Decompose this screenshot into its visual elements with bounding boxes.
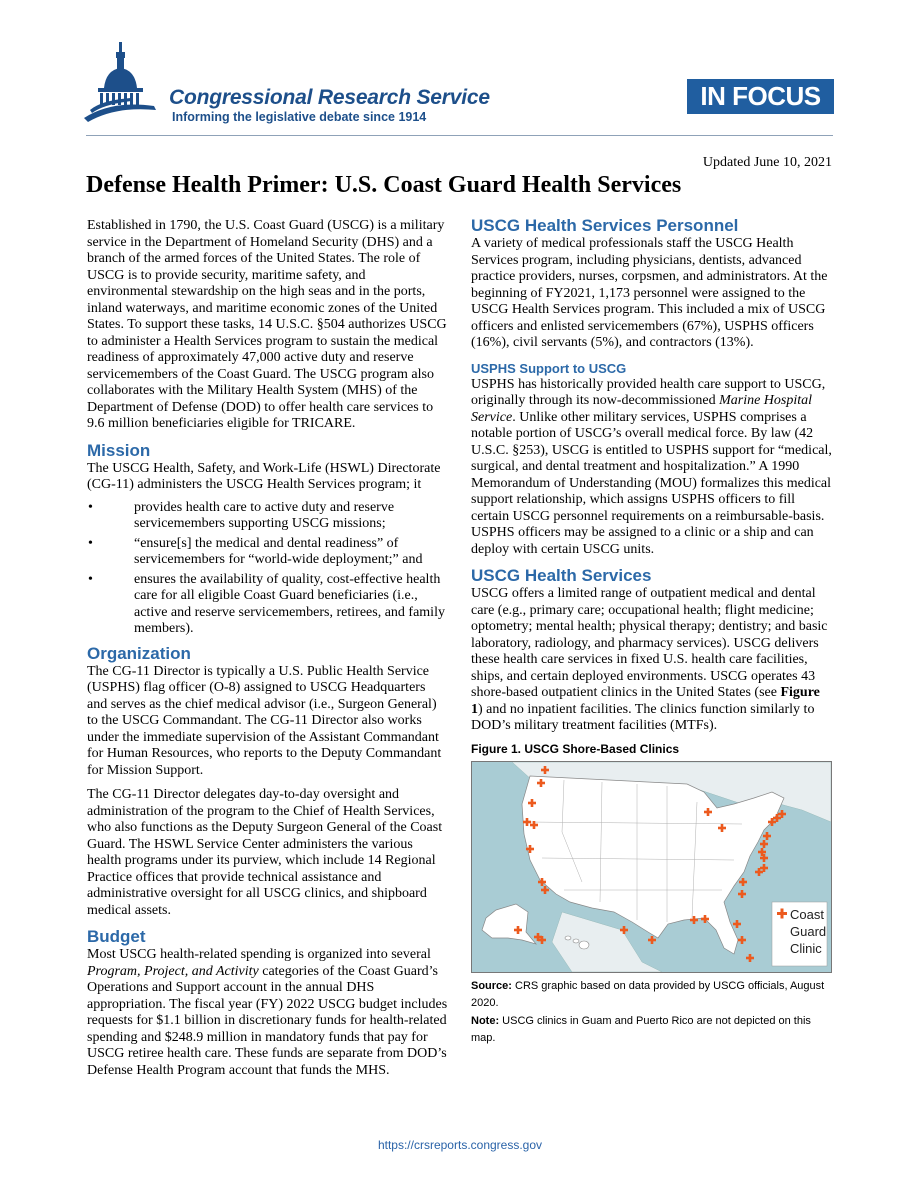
figure-title: Figure 1. USCG Shore-Based Clinics bbox=[471, 741, 680, 756]
figure-source bbox=[471, 978, 834, 1012]
budget-text-end: categories of the Coast Guard’s Operations and Support account in the annual DHS appropriation. The fiscal year (FY) 2022 USCG budget includes requests for $1.1 billion in discretionary funds for health-related spending and $248.9 million in mandatory funds that pay for USCG retiree health care. These funds are separate from DOD’s Defense Health Program account that funds the MHS. bbox=[87, 963, 448, 1078]
note-text: USCG clinics in Guam and Puerto Rico are not depicted on this map. bbox=[471, 1015, 811, 1044]
mission-heading: Mission bbox=[87, 440, 151, 460]
right-column bbox=[471, 216, 834, 1047]
note-label: Note: bbox=[471, 1015, 500, 1027]
legend-label-line-3: Clinic bbox=[790, 941, 822, 956]
figure-note bbox=[471, 1013, 834, 1047]
bullet-text: ensures the availability of quality, cost-effective health care for all eligible Coast Guard beneficiaries (i.e., active and reserve servicemembers, retirees, and family members). bbox=[134, 571, 445, 636]
list-item: • ensures the availability of quality, cost-effective health care for all eligible Coast Guard beneficiaries (i.e., active and reserve servicemembers, retirees, and family members). bbox=[88, 571, 445, 636]
services-paragraph bbox=[471, 586, 834, 735]
left-column bbox=[87, 218, 449, 1087]
services-text-start: USCG offers a limited range of outpatient medical and dental care (e.g., primary care; occupational health; flight medicine; optometry; mental health; physical therapy; dentistry; and basic laboratory, radiology, and pharmacy services). USCG delivers these health care services in fixed U.S. health care facilities, ships, and certain deployed environments. USCG operates 43 shore-based outpatient clinics in the United States (see bbox=[471, 586, 828, 700]
usphs-text-italic: Marine Hospital Service bbox=[471, 393, 813, 425]
budget-paragraph bbox=[87, 947, 449, 1079]
organization-name: Congressional Research Service bbox=[169, 86, 490, 109]
personnel-heading: USCG Health Services Personnel bbox=[471, 216, 739, 235]
services-heading: USCG Health Services bbox=[471, 566, 652, 585]
mission-paragraph: The USCG Health, Safety, and Work-Life (HSWL) Directorate (CG-11) administers the USCG Health Services program; it bbox=[87, 460, 441, 492]
budget-text-italic: Program, Project, and Activity bbox=[87, 963, 259, 979]
personnel-paragraph: A variety of medical professionals staff the USCG Health Services program, including physicians, dentists, advanced practice providers, nurses, corpsmen, and administrators. At the beginning of FY2021, 1,173 personnel were assigned to the USCG Health Services program. This included a mix of USCG officers and enlisted servicemembers (67%), USPHS officers (16%), civil servants (5%), and contractors (13%). bbox=[471, 236, 828, 350]
legend-label-line-1: Coast bbox=[790, 907, 824, 922]
usphs-text-start: USPHS has historically provided health care support to USCG, originally through its now-decommissioned bbox=[471, 376, 826, 408]
list-item: • provides health care to active duty and reserve servicemembers supporting USCG missions; bbox=[88, 499, 395, 531]
page-title: Defense Health Primer: U.S. Coast Guard Health Services bbox=[86, 172, 682, 198]
organization-paragraph-2: The CG-11 Director delegates day-to-day oversight and administration of the program to the Chief of Health Services, who also functions as the Deputy Surgeon General of the Coast Guard. The HSWL Service Center administers the various health programs under its purview, which include 14 Regional Practice offices that provide technical assistance and administrative oversight for all USCG clinics, and shipboard medical assets. bbox=[87, 787, 443, 918]
services-text-end: ) and no inpatient facilities. The clinics function similarly to DOD’s military treatment facilities (MTFs). bbox=[471, 701, 815, 733]
organization-heading: Organization bbox=[87, 643, 191, 663]
usphs-paragraph bbox=[471, 377, 834, 559]
usphs-text-end: . Unlike other military services, USPHS comprises a notable portion of USCG’s overall medical force. By law (42 U.S.C. §253), USCG is entitled to USPHS support for “medical, surgical, and dental treatment and hospitalization.” A 1990 Memorandum of Understanding (MOU) formalizes this medical support relationship, which assigns USPHS officers to fill certain USCG personnel requirements on a reimbursable-basis. USPHS officers may be assigned to a clinic or a ship and can deploy with certain USCG units. bbox=[471, 409, 832, 557]
source-label: Source: bbox=[471, 980, 512, 992]
source-text: CRS graphic based on data provided by USCG officials, August 2020. bbox=[471, 980, 825, 1009]
bullet-text: provides health care to active duty and reserve servicemembers supporting USCG missions; bbox=[134, 499, 395, 531]
list-item: • “ensure[s] the medical and dental readiness” of servicemembers for “world-wide deployment;” and bbox=[88, 535, 423, 567]
mission-bullet-list bbox=[87, 500, 449, 638]
footer-url-link[interactable]: https://crsreports.congress.gov bbox=[377, 1138, 543, 1152]
crs-capitol-logo-icon bbox=[82, 40, 172, 132]
figure-reference: Figure 1 bbox=[471, 685, 820, 717]
bullet-text: “ensure[s] the medical and dental readiness” of servicemembers for “world-wide deployment;” and bbox=[134, 535, 423, 567]
budget-text-start: Most USCG health-related spending is organized into several bbox=[87, 947, 431, 962]
organization-paragraph-1: The CG-11 Director is typically a U.S. Public Health Service (USPHS) flag officer (O-8) assigned to USCG Headquarters and serves as the chief medical advisor (i.e., Surgeon General) to the USCG Commandant. The CG-11 Director also works under the immediate supervision of the Assistant Commandant for Human Resources, who reports to the Deputy Commandant for Mission Support. bbox=[87, 663, 442, 778]
updated-date: Updated June 10, 2021 bbox=[702, 155, 832, 170]
intro-paragraph: Established in 1790, the U.S. Coast Guard (USCG) is a military service in the Department of Homeland Security (DHS) and a branch of the armed forces of the United States. The role of USCG is to provide security, maritime safety, and environmental stewardship on the high seas and in the ports, inland waterways, and maritime economic zones of the United States. To support these tasks, 14 U.S.C. §504 authorizes USCG to administer a Health Services program to sustain the medical readiness of approximately 47,000 active duty and reserve servicemembers of the Coast Guard. The USCG program also collaborates with the Military Health System (MHS) of the Department of Defense (DOD) to offer health care services to 9.6 million beneficiaries eligible for TRICARE. bbox=[87, 218, 447, 431]
budget-heading: Budget bbox=[87, 927, 146, 946]
in-focus-badge: IN FOCUS bbox=[687, 79, 834, 114]
legend-label-line-2: Guard bbox=[790, 924, 827, 939]
usphs-heading: USPHS Support to USCG bbox=[471, 360, 627, 376]
header-divider bbox=[86, 135, 833, 136]
organization-tagline: Informing the legislative debate since 1914 bbox=[172, 110, 427, 124]
clinic-map bbox=[471, 761, 832, 973]
